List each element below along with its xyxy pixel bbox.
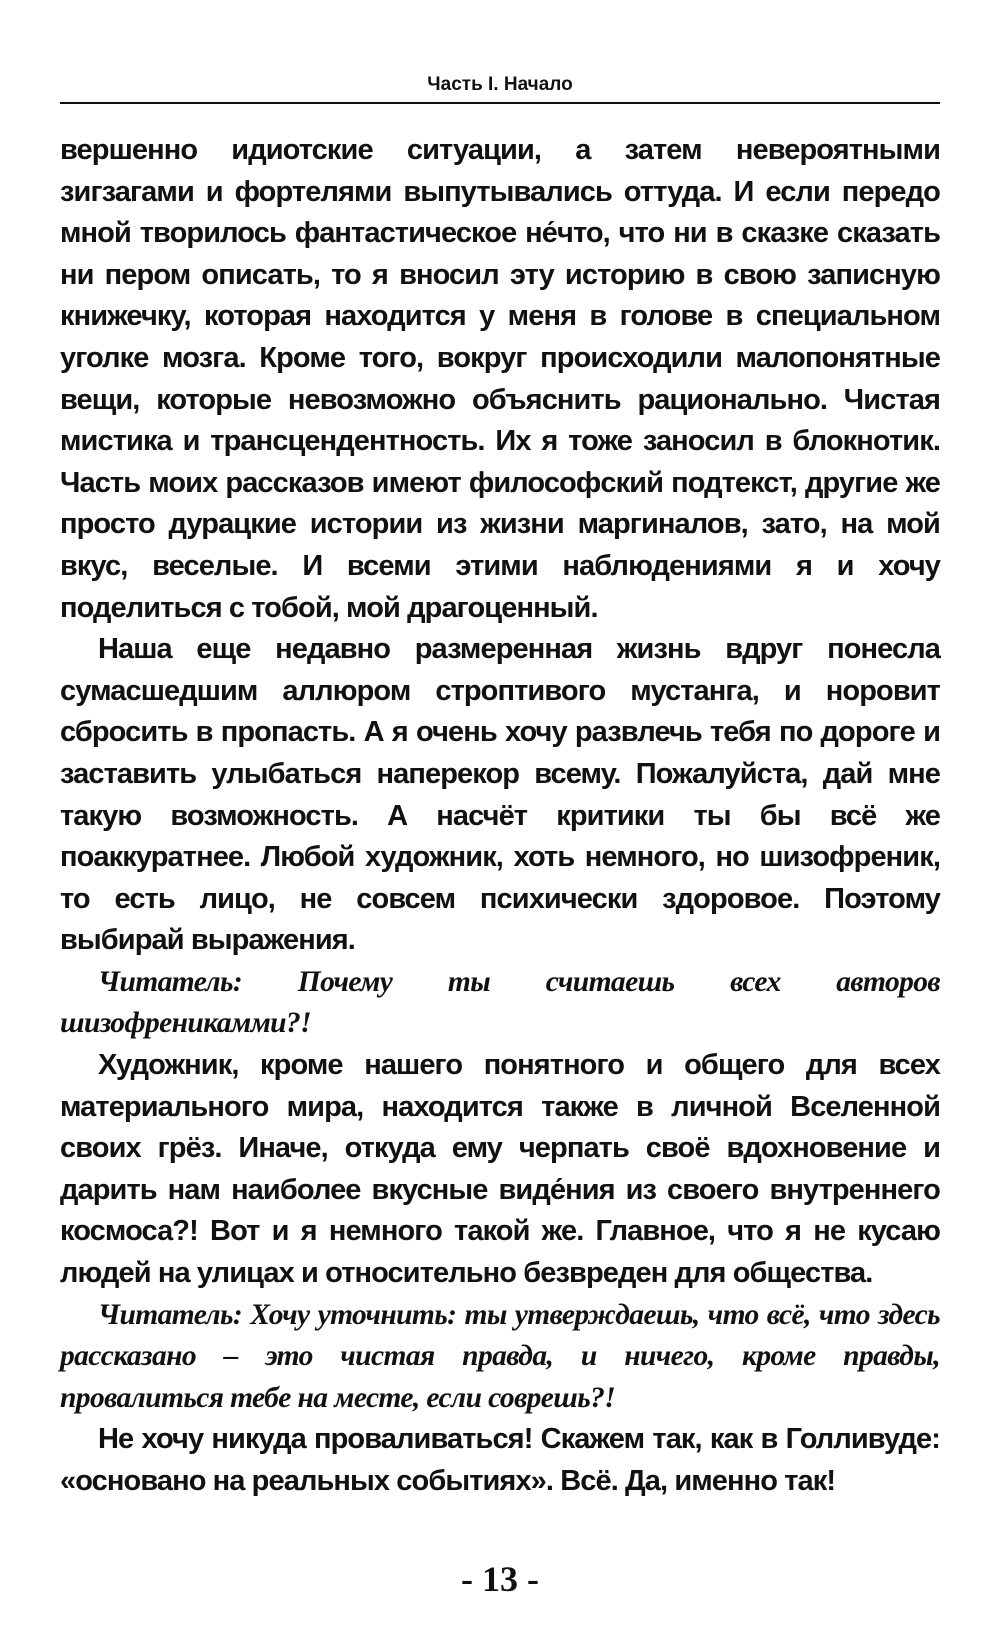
header-rule <box>60 102 940 104</box>
paragraph-continuation: вершенно идиотские ситуации, а затем невероятными зигзагами и фортелями выпутывались оттуда. И если передо мной творилось фантастическое не́что, что ни в сказке сказать ни пером описать, то я вносил эту историю в свою записную книжечку, которая находится у меня в голове в специальном уголке мозга. Кроме того, вокруг происходили малопонятные вещи, которые невозможно объяснить рационально. Чистая мистика и трансцендентность. Их я тоже заносил в блокнотик. Часть моих рассказов имеют философский подтекст, другие же просто дурацкие истории из жизни маргиналов, зато, на мой вкус, веселые. И всеми этими наблюдениями я и хочу поделиться с тобой, мой драгоценный. <box>60 134 940 624</box>
body-text <box>60 130 940 1503</box>
paragraph-author: Не хочу никуда проваливаться! Скажем так, как в Голливуде: «основано на реальных событиях». Всё. Да, именно так! <box>60 1423 940 1497</box>
page-number: - 13 - <box>461 1559 539 1599</box>
paragraph-author: Художник, кроме нашего понятного и общего для всех материального мира, находится также в личной Вселенной своих грёз. Иначе, откуда ему черпать своё вдохновение и дарить нам наиболее вкусные виде́ния из своего внутреннего космоса?! Вот и я немного такой же. Главное, что я не кусаю людей на улицах и относительно безвреден для общества. <box>60 1049 940 1290</box>
running-head: Часть I. Начало <box>427 74 573 95</box>
reader-question: Читатель: Почему ты считаешь всех авторов шизофреникамми?! <box>60 965 940 1040</box>
paragraph-author: Наша еще недавно размеренная жизнь вдруг понесла сумасшедшим аллюром строптивого мустанга, и норовит сбросить в пропасть. А я очень хочу развлечь тебя по дороге и заставить улыбаться наперекор всему. Пожалуйста, дай мне такую возможность. А насчёт критики ты бы всё же поаккуратнее. Любой художник, хоть немного, но шизофреник, то есть лицо, не совсем психически здоровое. Поэтому выбирай выражения. <box>60 633 940 957</box>
reader-question: Читатель: Хочу уточнить: ты утверждаешь, что всё, что здесь рассказано – это чистая правда, и ничего, кроме правды, провалиться тебе на месте, если соврешь?! <box>60 1298 940 1414</box>
